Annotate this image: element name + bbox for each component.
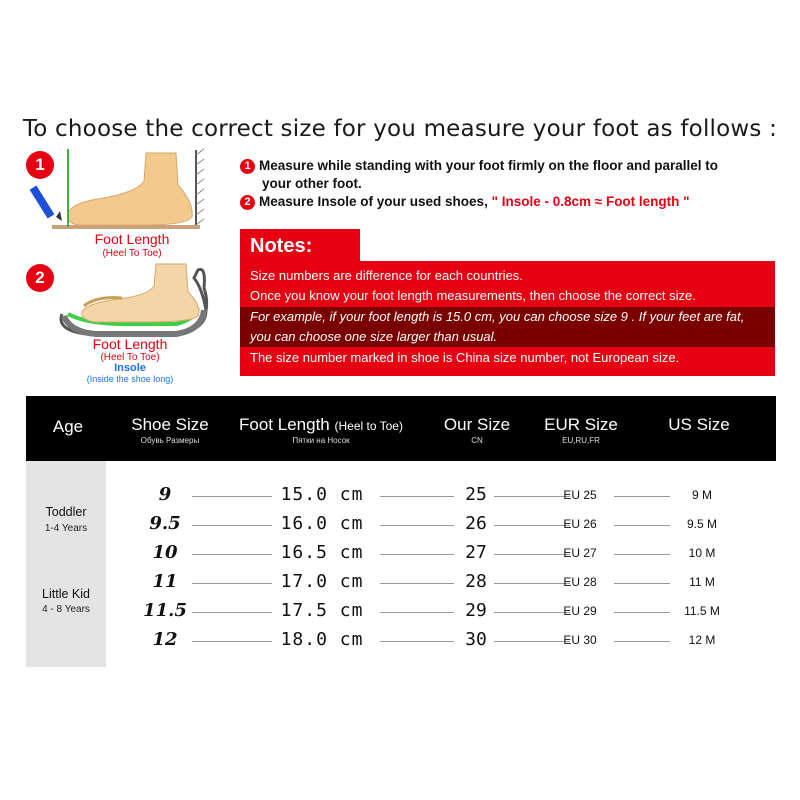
cell-foot-length: 16.5 cm — [280, 542, 364, 563]
foot-length-label-2: Foot Length — [92, 336, 168, 352]
cell-us-size: 9 M — [691, 488, 712, 502]
foot-on-floor-icon — [26, 145, 206, 235]
table-row — [0, 513, 800, 541]
note-line-2: Once you know your foot length measurements, then choose the correct size. — [250, 288, 696, 303]
row-divider-line — [380, 583, 454, 584]
cell-foot-length: 18.0 cm — [280, 629, 364, 650]
cell-eur-size: EU 28 — [563, 575, 597, 589]
size-table-header — [26, 396, 776, 461]
cell-shoe-size: 9.5 — [149, 513, 181, 534]
cell-eur-size: EU 26 — [563, 517, 597, 531]
notes-title: Notes: — [240, 229, 360, 263]
note-line-3: For example, if your foot length is 15.0 cm, you can choose size 9 . If your feet are fat, — [250, 309, 745, 324]
cell-us-size: 12 M — [688, 633, 716, 647]
cell-us-size: 9.5 M — [686, 517, 717, 531]
age-range-little-kid: 4 - 8 Years — [42, 604, 90, 615]
foot-length-label-1: Foot Length — [94, 231, 170, 247]
header-shoe-size: Shoe Size Обувь Размеры — [131, 415, 209, 445]
note-line-4: you can choose one size larger than usual. — [250, 329, 498, 344]
insole-formula: " Insole - 0.8cm ≈ Foot length " — [491, 194, 690, 209]
header-foot-length: Foot Length (Heel to Toe) Пятки на Носок — [239, 415, 403, 445]
row-divider-line — [192, 583, 272, 584]
cell-foot-length: 17.0 cm — [280, 571, 364, 592]
instruction-step-1 — [240, 157, 770, 175]
row-divider-line — [192, 641, 272, 642]
row-divider-line — [380, 525, 454, 526]
row-divider-line — [614, 525, 670, 526]
row-divider-line — [192, 525, 272, 526]
cell-our-size: 29 — [465, 600, 487, 621]
step-2-number: 2 — [240, 195, 255, 210]
step-1-text-line2: your other foot. — [262, 176, 362, 191]
age-range-toddler: 1-4 Years — [44, 523, 88, 534]
row-divider-line — [614, 496, 670, 497]
header-us-size: US Size — [668, 415, 730, 434]
insole-measure-illustration-2 — [26, 258, 216, 386]
cell-eur-size: EU 29 — [563, 604, 597, 618]
row-divider-line — [192, 612, 272, 613]
cell-our-size: 28 — [465, 571, 487, 592]
step-2-badge: 2 — [26, 264, 54, 292]
note-line-1: Size numbers are difference for each countries. — [250, 268, 523, 283]
row-divider-line — [380, 554, 454, 555]
cell-shoe-size: 11 — [152, 571, 178, 592]
cell-foot-length: 15.0 cm — [280, 484, 364, 505]
cell-eur-size: EU 30 — [563, 633, 597, 647]
step-1-text-line1: Measure while standing with your foot firmly on the floor and parallel to — [259, 158, 719, 173]
step-1-badge: 1 — [26, 151, 54, 179]
cell-our-size: 27 — [465, 542, 487, 563]
cell-shoe-size: 12 — [152, 629, 178, 650]
heel-to-toe-label-1: (Heel To Toe) — [102, 248, 162, 259]
cell-eur-size: EU 25 — [563, 488, 597, 502]
page-headline: To choose the correct size for you measure your foot as follows : — [22, 116, 778, 142]
table-row — [0, 600, 800, 628]
row-divider-line — [192, 496, 272, 497]
foot-measure-illustration-1 — [26, 145, 206, 259]
row-divider-line — [380, 612, 454, 613]
cell-us-size: 11.5 M — [684, 604, 720, 618]
table-row — [0, 571, 800, 599]
cell-our-size: 26 — [465, 513, 487, 534]
row-divider-line — [614, 641, 670, 642]
cell-our-size: 25 — [465, 484, 487, 505]
cell-shoe-size: 10 — [152, 542, 178, 563]
row-divider-line — [614, 583, 670, 584]
table-row — [0, 629, 800, 657]
age-group-little-kid: Little Kid — [42, 587, 90, 601]
cell-shoe-size: 11.5 — [143, 600, 187, 621]
header-our-size: Our Size CN — [443, 415, 511, 445]
header-age: Age — [52, 417, 84, 436]
row-divider-line — [380, 641, 454, 642]
step-2-text: Measure Insole of your used shoes, — [259, 194, 488, 209]
note-line-5: The size number marked in shoe is China size number, not European size. — [250, 350, 680, 365]
row-divider-line — [614, 612, 670, 613]
insole-sublabel: (Inside the shoe long) — [86, 374, 174, 384]
notes-body — [240, 261, 775, 376]
cell-shoe-size: 9 — [158, 484, 172, 505]
cell-us-size: 11 M — [689, 575, 715, 589]
row-divider-line — [192, 554, 272, 555]
cell-foot-length: 17.5 cm — [280, 600, 364, 621]
heel-to-toe-label-2: (Heel To Toe) — [100, 352, 160, 363]
header-eur-size: EUR Size EU,RU,FR — [544, 415, 618, 445]
insole-label: Insole — [114, 362, 146, 374]
foot-in-shoe-icon — [26, 258, 216, 338]
table-row — [0, 484, 800, 512]
age-group-toddler: Toddler — [45, 505, 87, 519]
cell-foot-length: 16.0 cm — [280, 513, 364, 534]
cell-us-size: 10 M — [688, 546, 716, 560]
step-1-number: 1 — [240, 159, 255, 174]
cell-our-size: 30 — [465, 629, 487, 650]
instruction-step-2 — [240, 193, 770, 211]
notes-box — [240, 229, 775, 376]
cell-eur-size: EU 27 — [563, 546, 597, 560]
instruction-step-1-cont — [262, 175, 792, 193]
row-divider-line — [614, 554, 670, 555]
table-row — [0, 542, 800, 570]
row-divider-line — [380, 496, 454, 497]
